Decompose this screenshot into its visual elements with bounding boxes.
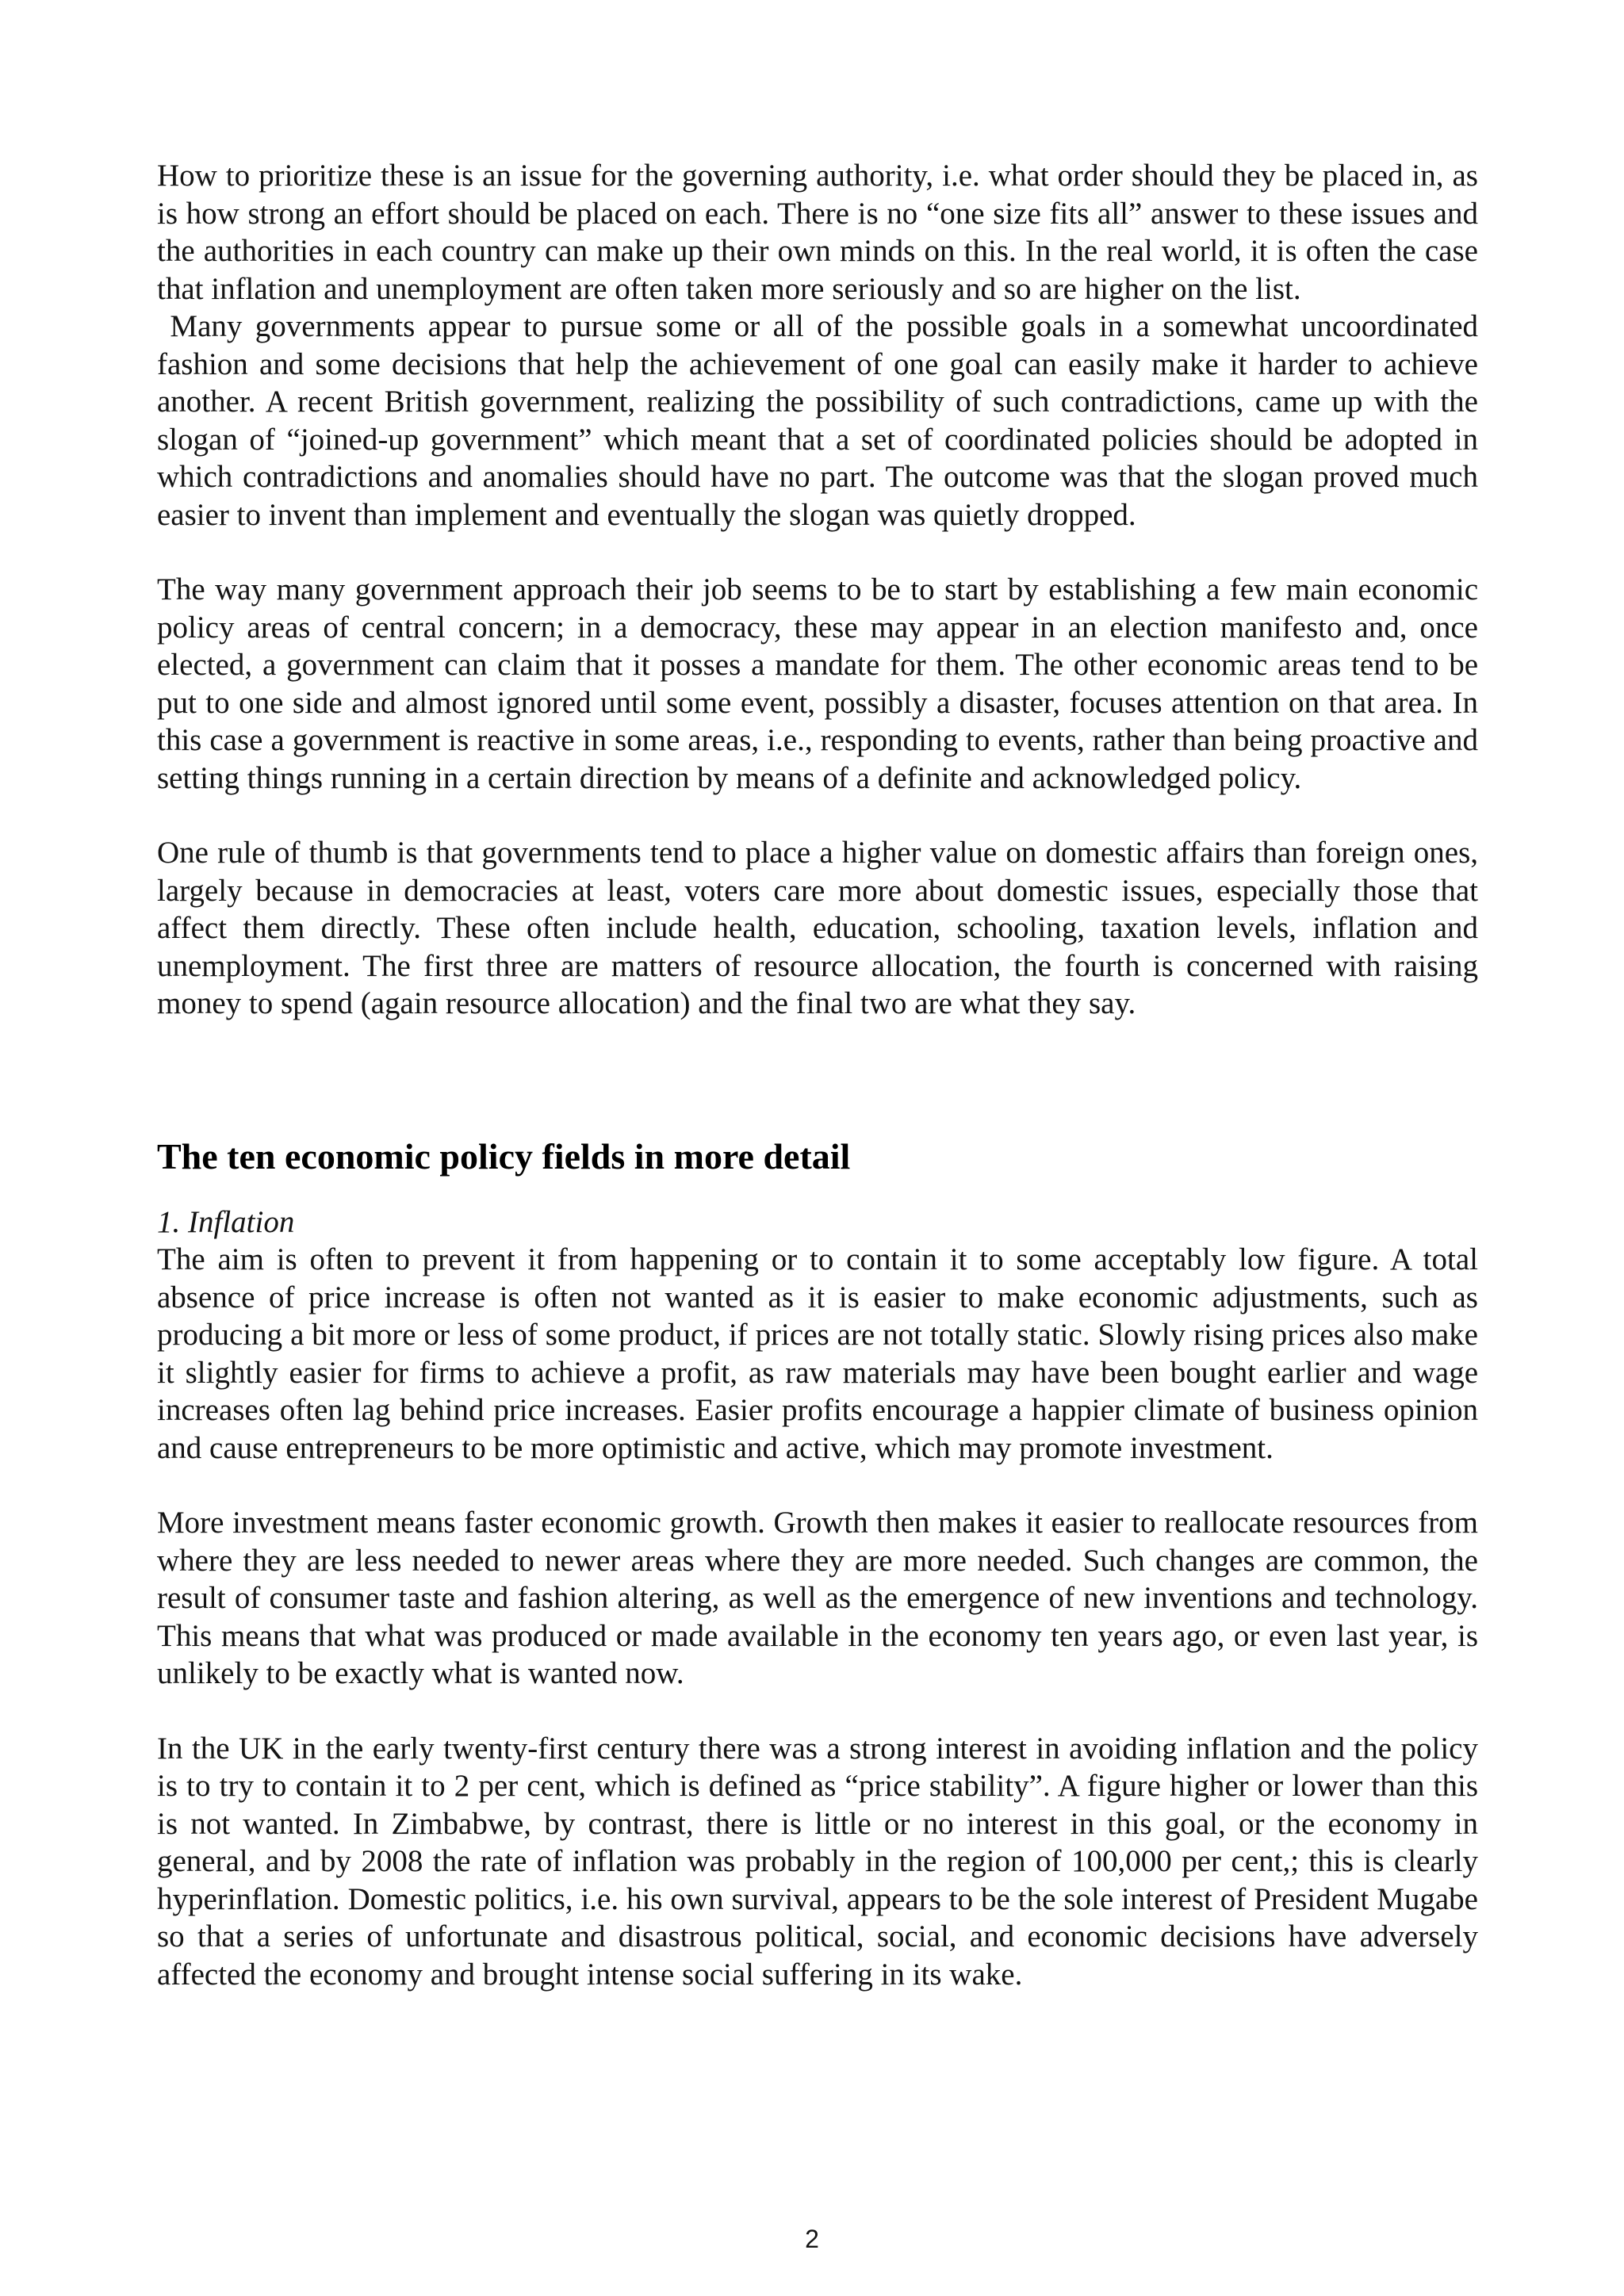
inflation-paragraph-1: The aim is often to prevent it from happening or to contain it to some acceptably low figure. A total absence of price increase is often not wanted as it is easier to make economic adjustments, such as producing a bit more or less of some product, if prices are not totally static. Slowly rising prices also make it slightly easier for firms to achieve a profit, as raw materials may have been bought earlier and wage increases often lag behind price increases. Easier profits encourage a happier climate of business opinion and cause entrepreneurs to be more optimistic and active, which may promote investment. [157, 1242, 1478, 1465]
intro-paragraph-2-text: Many governments appear to pursue some or all of the possible goals in a somewhat uncoordinated fashion and some decisions that help the achievement of one goal can easily make it harder to achieve another. A recent British government, realizing the possibility of such contradictions, came up with the slogan of “joined-up government” which meant that a set of coordinated policies should be adopted in which contradictions and anomalies should have no part. The outcome was that the slogan proved much easier to invent than implement and eventually the slogan was quietly dropped. [157, 309, 1479, 532]
intro-paragraph-4: One rule of thumb is that governments tend to place a higher value on domestic affairs than foreign ones, largely because in democracies at least, voters care more about domestic issues, especially those that affect them directly. These often include health, education, schooling, taxation levels, inflation and unemployment. The first three are matters of resource allocation, the fourth is concerned with raising money to spend (again resource allocation) and the final two are what they say. [157, 836, 1478, 1020]
section-heading: The ten economic policy fields in more detail [157, 1135, 851, 1177]
intro-paragraph-1: How to prioritize these is an issue for the governing authority, i.e. what order should they be placed in, as is how strong an effort should be placed on each. There is no “one size fits all” answer to these issues and the authorities in each country can make up their own minds on this. In the real world, it is often the case that inflation and unemployment are often taken more seriously and so are higher on the list. [157, 159, 1478, 306]
intro-paragraph-3: The way many government approach their job seems to be to start by establishing a few main economic policy areas of central concern; in a democracy, these may appear in an election manifesto and, once elected, a government can claim that it posses a mandate for them. The other economic areas tend to be put to one side and almost ignored until some event, possibly a disaster, focuses attention on that area. In this case a government is reactive in some areas, i.e., responding to events, rather than being proactive and setting things running in a certain direction by means of a definite and acknowledged policy. [157, 572, 1478, 795]
section-subheading: 1. Inflation [157, 1204, 295, 1239]
document-page [157, 157, 1478, 1993]
intro-paragraph-2 [157, 308, 1478, 534]
inflation-paragraph-2: More investment means faster economic growth. Growth then makes it easier to reallocate resources from where they are less needed to newer areas where they are more needed. Such changes are common, the result of consumer taste and fashion altering, as well as the emergence of new inventions and technology. This means that what was produced or made available in the economy ten years ago, or even last year, is unlikely to be exactly what is wanted now. [157, 1506, 1478, 1690]
section-spacer [157, 1023, 1478, 1135]
page-number: 2 [805, 2225, 819, 2253]
inflation-paragraph-3: In the UK in the early twenty-first century there was a strong interest in avoiding inflation and the policy is to try to contain it to 2 per cent, which is defined as “price stability”. A figure higher or lower than this is not wanted. In Zimbabwe, by contrast, there is little or no interest in this goal, or the economy in general, and by 2008 the rate of inflation was probably in the region of 100,000 per cent,; this is clearly hyperinflation. Domestic politics, i.e. his own survival, appears to be the sole interest of President Mugabe so that a series of unfortunate and disastrous political, social, and economic decisions have adversely affected the economy and brought intense social suffering in its wake. [157, 1731, 1478, 1992]
